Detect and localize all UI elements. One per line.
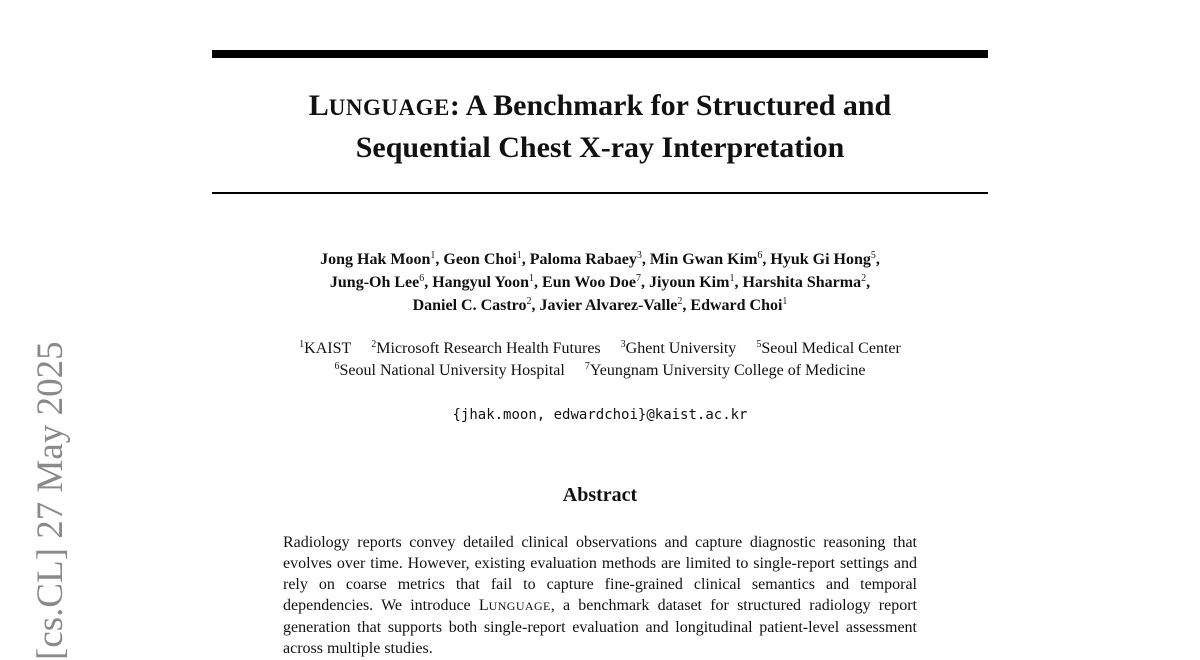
- author-affiliation-mark: 2: [526, 296, 532, 307]
- author-name: Harshita Sharma: [742, 274, 862, 291]
- author-affiliation-mark: 6: [757, 250, 763, 261]
- abstract-name-smallcaps: UNGUAGE: [488, 599, 551, 613]
- abstract-heading: Abstract: [562, 484, 638, 506]
- author-affiliation-mark: 2: [861, 273, 867, 284]
- author-name: Javier Alvarez-Valle: [539, 297, 678, 314]
- author-affiliation-mark: 5: [870, 250, 876, 261]
- abstract-name-initial: L: [478, 597, 489, 614]
- author-name: Jiyoun Kim: [648, 274, 730, 291]
- abstract-text-part1: Radiology reports convey detailed clinical observations and capture diagnostic reasoning that evolves over time. However, existing evaluation methods are limited to single-report settings and rely on coarse metrics that fail to capture fine-grained clinical semantics and temporal dependencies. We introduce: [283, 534, 917, 614]
- affiliation-name: Seoul Medical Center: [761, 340, 901, 357]
- author-affiliation-mark: 1: [529, 273, 535, 284]
- contact-email[interactable]: {jhak.moon, edwardchoi}@kaist.ac.kr: [452, 407, 748, 423]
- abstract-text: [283, 532, 917, 659]
- author-name: Min Gwan Kim: [649, 251, 758, 268]
- author-affiliation-mark: 1: [430, 250, 436, 261]
- author-name: Jong Hak Moon: [320, 251, 431, 268]
- title-top-rule: [212, 50, 988, 58]
- abstract-text-part2: , a benchmark dataset for structured radiology report generation that supports both single-report evaluation and longitudinal patient-level assessment across multiple studies.: [283, 597, 917, 657]
- affiliation-name: Microsoft Research Health Futures: [376, 340, 601, 357]
- author-affiliation-mark: 1: [729, 273, 735, 284]
- title-name-smallcaps: UNGUAGE: [328, 95, 450, 120]
- affiliation-name: KAIST: [304, 340, 352, 357]
- author-name: Jung-Oh Lee: [329, 274, 420, 291]
- title-bottom-rule: [212, 192, 988, 194]
- affiliation-list: [150, 338, 1050, 382]
- affiliation-mark: 7: [584, 361, 590, 372]
- author-affiliation-mark: 1: [782, 296, 788, 307]
- author-affiliation-mark: 1: [516, 250, 522, 261]
- title-line2: Sequential Chest X-ray Interpretation: [355, 131, 845, 164]
- author-name: Paloma Rabaey: [529, 251, 637, 268]
- affiliation-mark: 1: [299, 339, 305, 350]
- author-list: Jong Hak Moon$^1$, Geon Choi$^1$, Paloma Rabaey$^3$, Min Gwan Kim$^6$, Hyuk Gi Hong$^5$, Jung-Oh Lee$^6$, Hangyul Yoon$^1$, Eun Woo Doe$^7$, Jiyoun Kim$^1$, Harshita Sharma$^2$, Daniel C. Castro$^2$, Javier Alvarez-Valle$^2$, Edward Choi$^1$: [320, 250, 880, 314]
- affiliation-mark: 5: [756, 339, 762, 350]
- author-name: Daniel C. Castro: [412, 297, 527, 314]
- affiliation-mark: 3: [620, 339, 626, 350]
- author-name: Edward Choi: [690, 297, 783, 314]
- affiliation-name: Ghent University: [625, 340, 737, 357]
- title-name-initial: L: [308, 89, 329, 122]
- affiliation-mark: 2: [371, 339, 377, 350]
- paper-title: [212, 86, 988, 168]
- author-name: Eun Woo Doe: [542, 274, 636, 291]
- author-affiliation-mark: 3: [636, 250, 642, 261]
- author-affiliation-mark: 6: [419, 273, 425, 284]
- title-line1-rest: : A Benchmark for Structured and: [449, 89, 892, 122]
- author-name: Hyuk Gi Hong: [770, 251, 871, 268]
- affiliation-name: Yeungnam University College of Medicine: [589, 362, 866, 379]
- author-affiliation-mark: 7: [635, 273, 641, 284]
- author-name: Hangyul Yoon: [432, 274, 530, 291]
- affiliation-name: Seoul National University Hospital: [339, 362, 565, 379]
- author-name: Geon Choi: [443, 251, 517, 268]
- author-affiliation-mark: 2: [677, 296, 683, 307]
- arxiv-side-stamp: [cs.CL] 27 May 2025: [30, 341, 71, 660]
- affiliation-mark: 6: [334, 361, 340, 372]
